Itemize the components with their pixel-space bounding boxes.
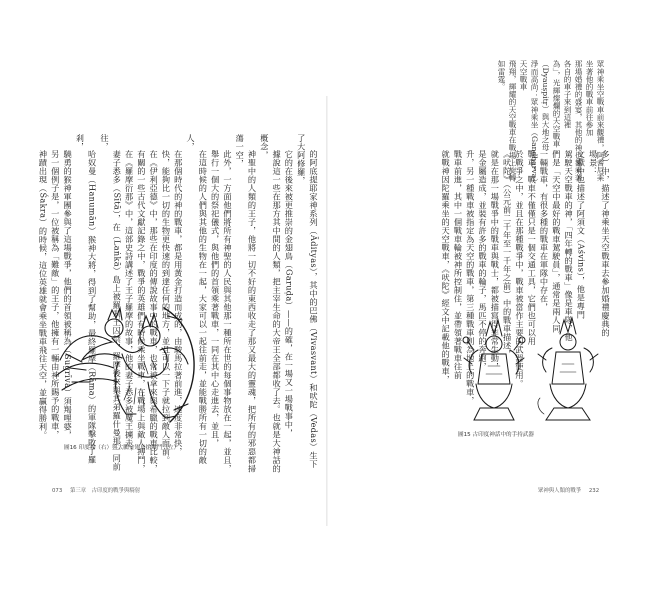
text-column: 就是在那一場戰爭中的戰車與戰士，都被描寫得非常生動， (490, 150, 501, 372)
figure-16-caption: 圖16 印度教（右）與大鵬金翅鳥搶爆鬥（左） (64, 445, 180, 451)
text-column: 另一個例子是，一位被稱為「難敵」的王子，他擁有一輛由神所賜予的戰車， (50, 150, 61, 440)
text-column: 場景： (588, 150, 599, 176)
text-column: 在這時候的人們與其他的生物在一起，大家可以一起往前走，並能戰勝所有一切的敵人， (186, 134, 209, 465)
text-column: 神蹟出現（Śakra）的時候，這位英雄就會乘坐戰車飛往天空，並贏得勝利。 (38, 150, 49, 440)
text-column: 據說這一些在那方其中間的人類，把主宰生命的大帝王全部都收了去。也就是大神話的概念， (259, 134, 283, 474)
text-column: 在《羅摩衍那》中，這部史詩講述了王子羅摩的故事，他的妻子悉多被魔王擄走， (124, 150, 135, 457)
text-column: 神聖中的人類的王子，他將一切不好的東西收走了那又最大的靈魂，把所有的邪惡都掃蕩一空， (235, 134, 258, 474)
text-column: 有關的一些古代文獻記錄之中，戰爭的英雄們有時候乘坐戰車，在戰場上與敵人搏鬥， (136, 150, 147, 474)
text-column: 的阿底提耶家神系列（Ādityas），其中的巴佛（Vivasvant）和吠陀（Vedas）生下了大阿修羅， (296, 134, 319, 469)
text-column: 戰車，戰車不僅僅只是一個交通工具，它們也可以用 (527, 150, 538, 346)
right-running-head: 眾神與人類的戰爭 (538, 488, 582, 494)
text-column: 是金屬造成，並裝有許多的戰車的輪子，馬匹不停的奔跑， (478, 150, 489, 372)
text-column: 哈奴曼（Hanumān）猴神大將，得到了幫助，最終羅摩（Rāma）的軍隊擊敗了羅剎， (75, 134, 98, 465)
figure-16-illustration (52, 290, 212, 435)
left-page-number: 073 (52, 488, 63, 494)
text-column: 驍勇的猴神軍團參與了這場戰爭，他們的首領被稱為（Sugrīva）須羯哩婆， (63, 150, 74, 440)
text-column: 飛翔，輝耀的天空戰車在戰場上旋轉如雷霆。 (497, 60, 517, 182)
text-column: 為」，光輝燦爛的天空戰車（Dyauṣpitṛ）與大地之母 (541, 60, 561, 151)
right-folio (538, 486, 605, 494)
text-column: 那場婚禮的盛宴，其他的神也都乘著各自的車子來到這裡 (563, 60, 583, 182)
text-column: 多）中，描述了神乘坐天空戰車去參加婚禮慶典的 (601, 150, 611, 338)
left-page (0, 0, 327, 609)
right-page (328, 0, 655, 609)
right-page-block-quote (497, 60, 606, 188)
text-column: 於戰爭之中，並且在那種戰爭中，戰車被當作主要的武器使用。 (514, 150, 525, 389)
figure-15-caption: 圖15 古印度神話中的手持武器 (458, 432, 535, 438)
text-column: 眾神乘坐空戰車前來觀禮，阿耆尼乘坐著他的戰車前往參加 (585, 60, 605, 182)
text-column: 文獻中也描述了阿須文（Aśvins），他是專門 (576, 150, 587, 320)
text-column: 快，能夠比一切的生物更快速的到達任何的地方，並且可以一下子就拉到敵人面前。 (161, 150, 172, 465)
left-folio (52, 486, 146, 494)
text-column: 《吠陀》（公元前二千年至一千年之前）中的戰車描述， (502, 150, 513, 359)
text-column: 就戰神因陀羅乘坐的天空戰車，《吠陀》經文中記載他的戰車， (441, 150, 452, 385)
right-page-number: 232 (588, 488, 600, 494)
text-column: 它的在後來被更推崇的金翅鳥（Garuḍa）——的確，在一場又一場戰事中， (284, 150, 295, 438)
figure-15-illustration (458, 314, 608, 426)
text-column: 戰車前進，其中一個戰車輪被神所控制住，並帶領著戰車往前 (453, 150, 464, 380)
text-column: 駕駛天空戰車的神，「四年轉的戰車」像是車隊，他 (564, 150, 575, 342)
text-column: 此外，一方面他們將所有神聖的人民與其他那一種所在世的每個事物放在一起，並且， (222, 150, 233, 474)
text-column: 升，另一種戰車被指定為天空的戰車，第三種戰車則為地上的戰車， (465, 150, 476, 406)
text-column: 在那個時代的神的戰車，都是用黃金打造而成的，由駿馬拉著前進，速度非常快， (173, 150, 184, 457)
text-column: 舉行一個大的祭祀儀式，與他們的首領乘著戰車，一同在其中心走進去，並且， (210, 150, 221, 448)
text-column: 在《伊利亞德》中，那些在印度的傳說故事中的戰車，也常被拿來與希臘的戰車比較， (149, 150, 160, 474)
text-column: 淨而高尚：眾神乘坐（Gandharva）天空戰車 (519, 60, 539, 186)
text-column: 妻子悉多（Sītā），在（Laṅkā）島上被羅剎王囚禁，羅摩後來與其弟羅什曼那一同前往， (99, 134, 123, 472)
text-column: 們是「天空中最好的戰車駕駛員」，通常是兩人同 (551, 150, 562, 334)
left-running-head: 第三章 古印度的戰爭與騎射 (70, 488, 141, 494)
text-column: 一輛戰車，有很多種的戰車在軍隊中存在， (539, 150, 550, 312)
